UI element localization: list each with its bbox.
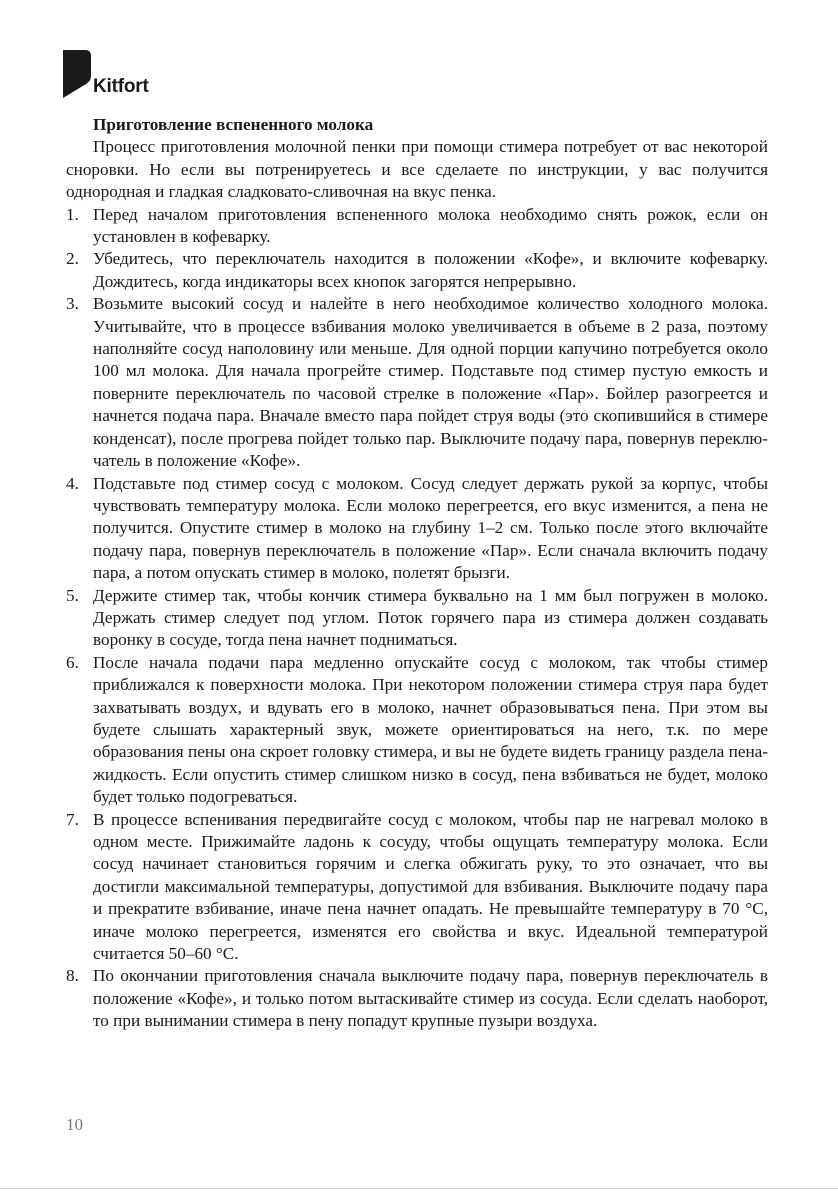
list-item xyxy=(66,585,768,652)
page-number: 10 xyxy=(66,1115,83,1134)
list-item xyxy=(66,809,768,966)
step-text: Держите стимер так, чтобы кончик стимера буквально на 1 мм был погружен в молоко. Держать стимер следует под углом. Поток горячего пара из стимера должен создавать воронку в сосуде, тогда пена начнет подниматься. xyxy=(93,585,768,650)
section-heading: Приготовление вспененного молока xyxy=(93,115,374,134)
list-item xyxy=(66,293,768,472)
kitfort-logo xyxy=(63,50,173,100)
list-item xyxy=(66,652,768,809)
step-text: После начала подачи пара медленно опускайте сосуд с молоком, так чтобы стимер приближался к поверхности молока. При некотором положении стимера струя пара будет захватывать воздух, и вдувать его в молоко, начнет образовываться пена. При этом вы будете слышать характерный звук, можете ориентироваться на него, т.к. по мере образования пены она скроет головку стимера, и вы не будете видеть границу раздела пена-жидкость. Если опустить стимер слишком низко в сосуд, пена взбиваться не будет, молоко будет только подогреваться. xyxy=(93,652,768,807)
step-number: 2. xyxy=(66,249,79,269)
list-item xyxy=(66,473,768,585)
step-number: 5. xyxy=(66,585,79,605)
section-intro: Процесс приготовления молочной пенки при помощи стимера потребует от вас некоторой сноровки. Но если вы потренируетесь и все сделаете по инструкции, у вас получится однородная и гладкая сладковато-сливочная на вкус пенка. xyxy=(66,137,768,202)
step-number: 7. xyxy=(66,809,79,829)
step-number: 3. xyxy=(66,294,79,314)
kitfort-logo-mark-icon xyxy=(63,50,91,98)
document-body xyxy=(66,114,768,1033)
step-text: Перед началом приготовления вспененного молока необходимо снять рожок, если он установлен в кофеварку. xyxy=(93,204,768,247)
step-number: 8. xyxy=(66,966,79,986)
step-text: В процессе вспенивания передвигайте сосуд с молоком, чтобы пар не нагревал молоко в одном месте. Прижимайте ладонь к сосуду, чтобы ощущать температуру молока. Если сосуд начинает становиться горячим и слегка обжигать руку, то это означает, что вы достигли максимальной температуры, допустимой для взбивания. Выключите подачу пара и прекратите взбивание, иначе пена начнет опадать. Не превышайте температуру в 70 °С, иначе молоко перегреется, изменятся его свойства и вкус. Идеальной температурой считается 50–60 °С. xyxy=(93,809,768,964)
step-number: 6. xyxy=(66,652,79,672)
list-item xyxy=(66,965,768,1032)
page-bottom-rule xyxy=(0,1188,838,1189)
step-number: 4. xyxy=(66,473,79,493)
step-text: Возьмите высокий сосуд и налейте в него необходимое количество холодного молока. Учитывайте, что в процессе взбивания молоко увеличивается в объеме в 2 раза, поэтому наполняйте сосуд наполовину или меньше. Для одной порции капучино потребуется около 100 мл молока. Для начала прогрейте стимер. Подставьте под стимер пустую емкость и поверните переключатель по часовой стрелке в положение «Пар». Бойлер разогреется и начнется подача пара. Вначале вместо пара пойдет струя воды (это скопившийся в стимере конденсат), после прогрева пойдет только пар. Выключите подачу пара, повернув переключатель в положение «Кофе». xyxy=(93,294,768,471)
step-text: По окончании приготовления сначала выключите подачу пара, повернув переключатель в положение «Кофе», и только потом вытаскивайте стимер из сосуда. Если сделать наоборот, то при вынимании стимера в пену попадут крупные пузыри воздуха. xyxy=(93,966,768,1031)
list-item xyxy=(66,204,768,249)
step-text: Подставьте под стимер сосуд с молоком. Сосуд следует держать рукой за корпус, чтобы чувствовать температуру молока. Если молоко перегреется, его вкус изменится, а пена не получится. Опустите стимер в молоко на глубину 1–2 см. Только после этого включайте подачу пара, повернув переключатель в положение «Пар». Если сначала включить подачу пара, а потом опускать стимер в молоко, полетят брызги. xyxy=(93,473,768,583)
list-item xyxy=(66,248,768,293)
step-number: 1. xyxy=(66,204,79,224)
step-text: Убедитесь, что переключатель находится в положении «Кофе», и включите кофеварку. Дождитесь, когда индикаторы всех кнопок загорятся непрерывно. xyxy=(93,249,768,291)
brand-name: Kitfort xyxy=(93,76,149,97)
steps-list xyxy=(66,204,768,1033)
